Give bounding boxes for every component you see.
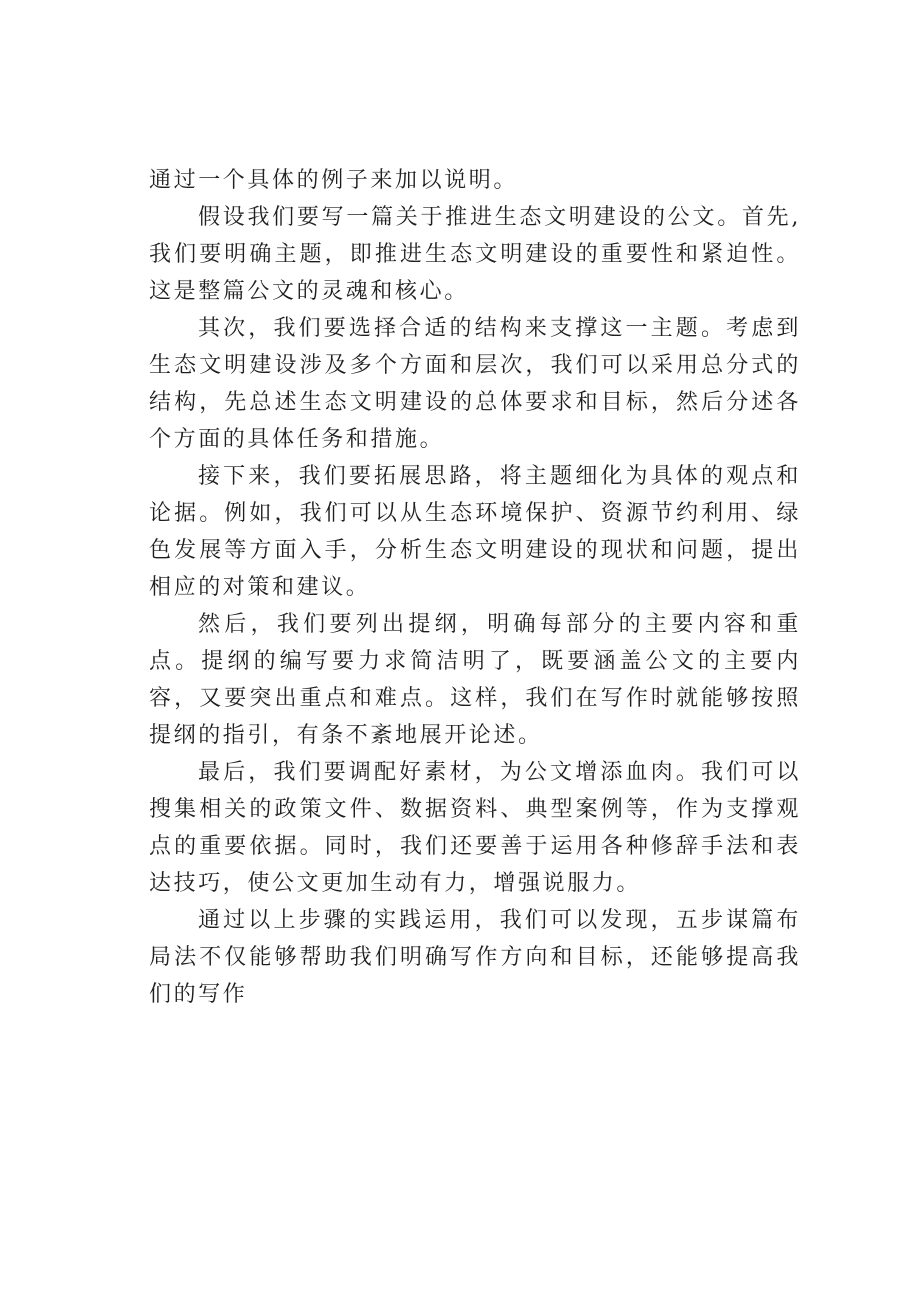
paragraph-1: 通过一个具体的例子来加以说明。 <box>149 168 519 193</box>
document-body <box>149 162 801 1013</box>
paragraph-6: 最后，我们要调配好素材，为公文增添血肉。我们可以搜集相关的政策文件、数据资料、典型案例等，作为支撑观点的重要依据。同时，我们还要善于运用各种修辞手法和表达技巧，使公文更加生动有力，增强说服力。 <box>149 760 801 896</box>
paragraph-3: 其次，我们要选择合适的结构来支撑这一主题。考虑到生态文明建设涉及多个方面和层次，我们可以采用总分式的结构，先总述生态文明建设的总体要求和目标，然后分述各个方面的具体任务和措施。 <box>149 316 801 452</box>
paragraph-2: 假设我们要写一篇关于推进生态文明建设的公文。首先,我们要明确主题，即推进生态文明建设的重要性和紧迫性。这是整篇公文的灵魂和核心。 <box>149 205 801 304</box>
paragraph-5: 然后，我们要列出提纲，明确每部分的主要内容和重点。提纲的编写要力求简洁明了，既要涵盖公文的主要内容，又要突出重点和难点。这样，我们在写作时就能够按照提纲的指引，有条不紊地展开论述。 <box>149 612 801 748</box>
paragraph-7: 通过以上步骤的实践运用，我们可以发现，五步谋篇布局法不仅能够帮助我们明确写作方向和目标，还能够提高我们的写作 <box>149 908 801 1007</box>
paragraph-4: 接下来，我们要拓展思路，将主题细化为具体的观点和论据。例如，我们可以从生态环境保护、资源节约利用、绿色发展等方面入手，分析生态文明建设的现状和问题，提出相应的对策和建议。 <box>149 464 801 600</box>
